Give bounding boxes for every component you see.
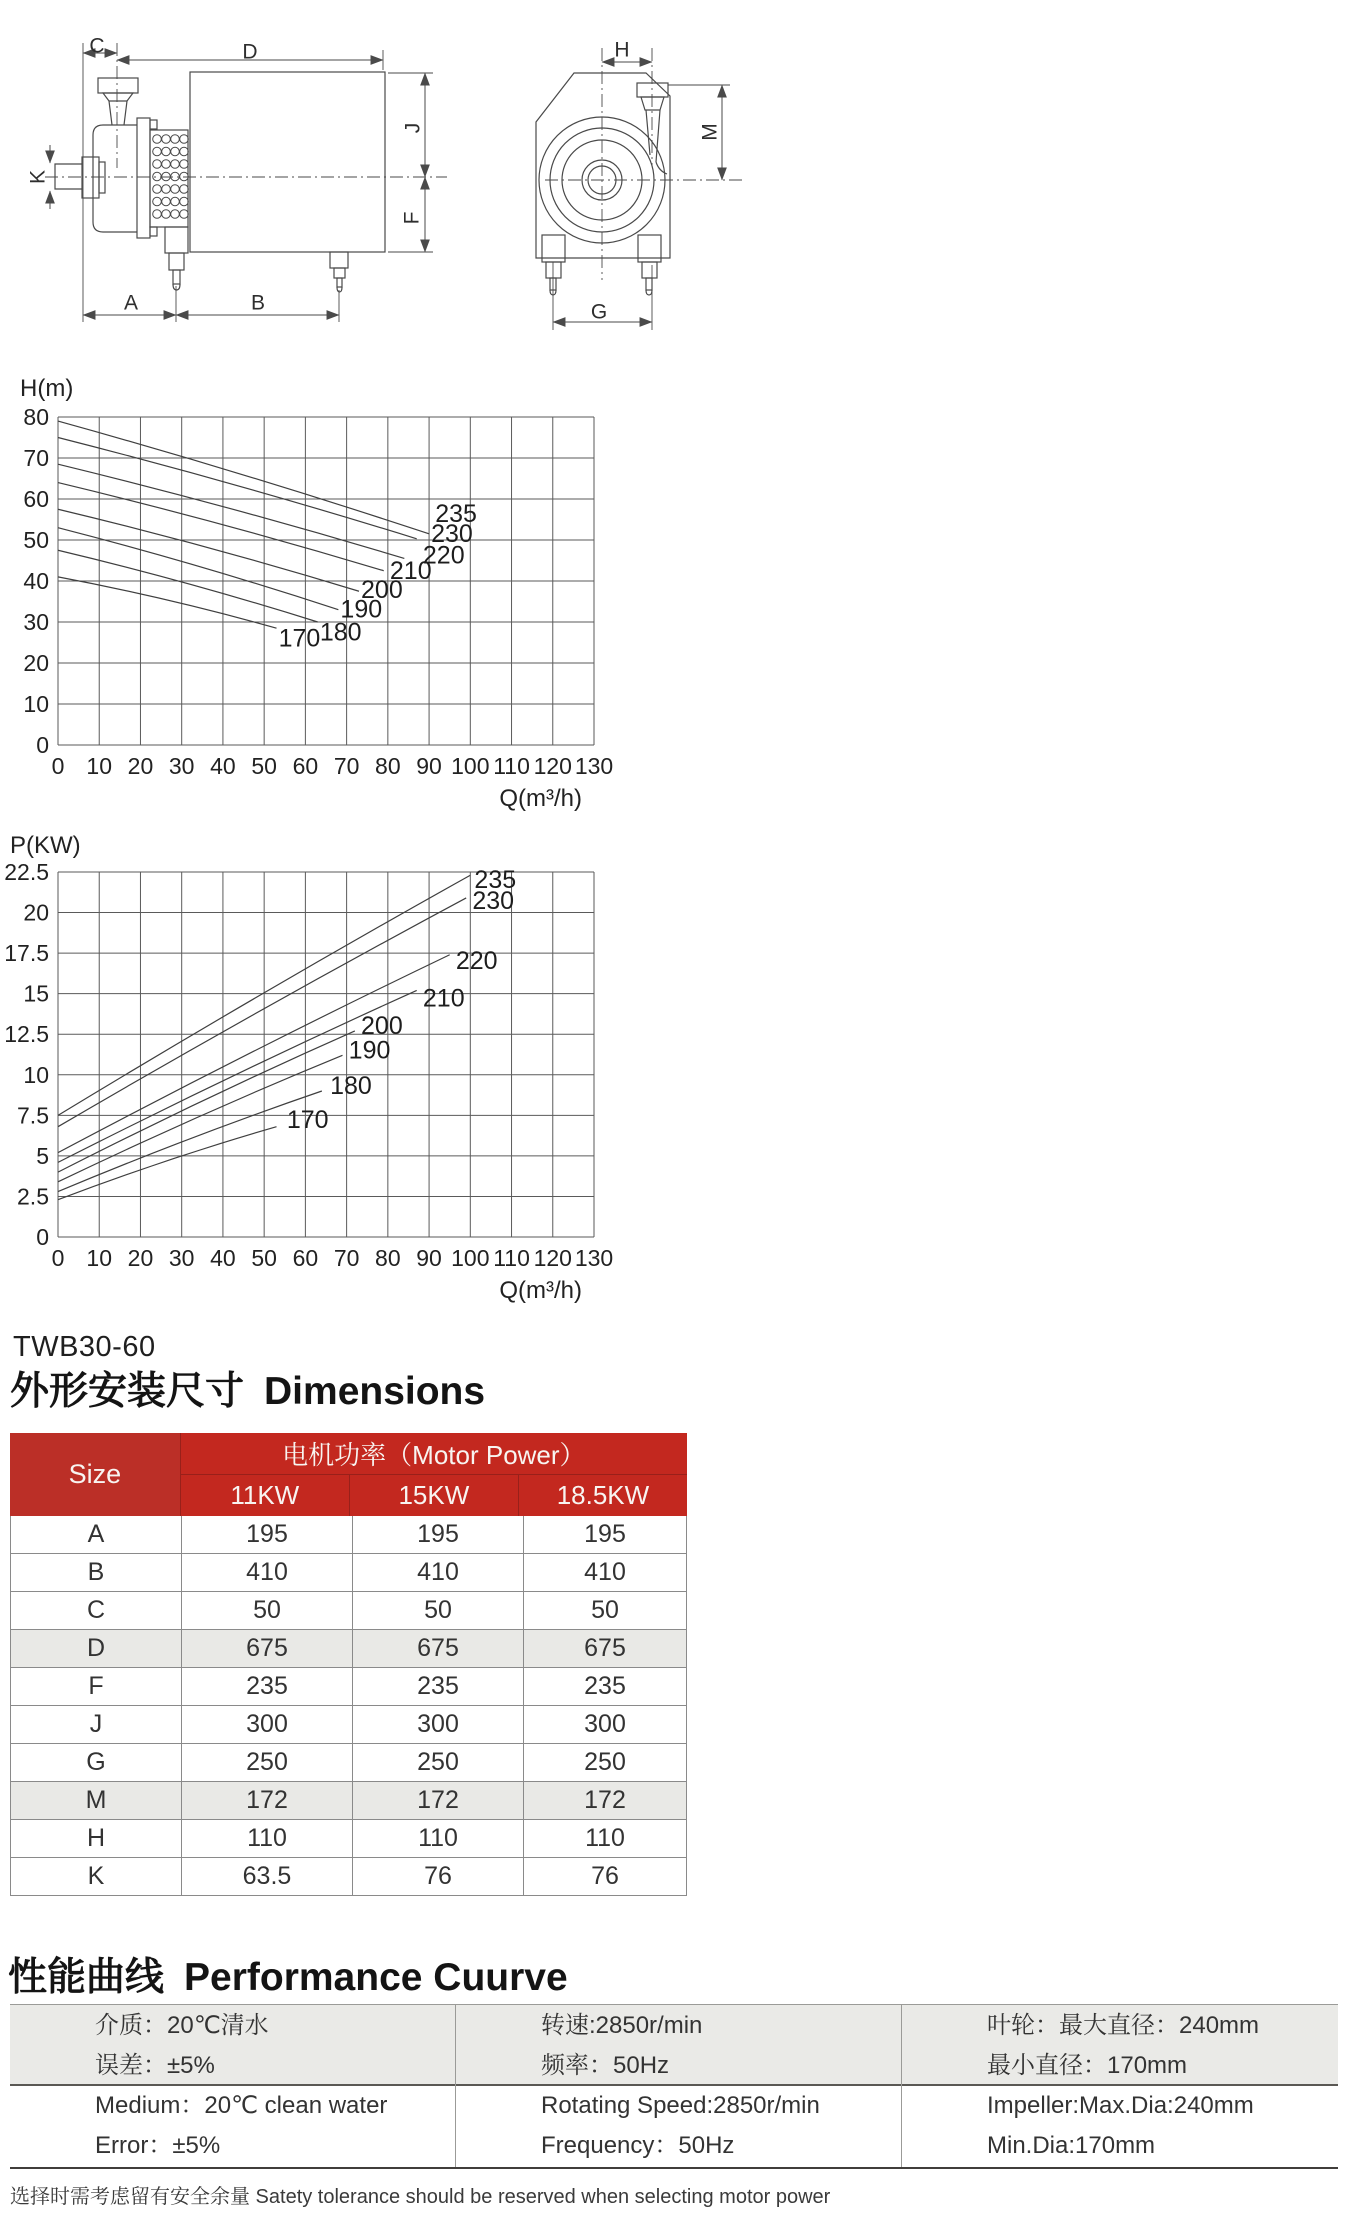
value-cell: 195 <box>182 1516 353 1553</box>
x-tick-label: 70 <box>333 1245 360 1271</box>
curve-label-190: 190 <box>348 1036 391 1065</box>
value-cell: 300 <box>584 1710 626 1738</box>
x-tick-label: 90 <box>416 1245 442 1271</box>
curve-label-200: 200 <box>361 1012 403 1041</box>
dim-label-G: G <box>590 300 608 324</box>
curve-label-170: 170 <box>286 1106 329 1135</box>
curve-label-200: 200 <box>361 576 403 605</box>
value-cell: 76 <box>353 1858 524 1895</box>
head-capacity-chart <box>0 370 660 815</box>
dimension-row-B <box>11 1554 686 1592</box>
value-cell: 300 <box>353 1706 524 1743</box>
x-tick-label: 20 <box>127 753 154 779</box>
y-tick-label: 12.5 <box>4 1021 49 1048</box>
x-tick-label: 80 <box>375 753 401 779</box>
value-cell: 410 <box>182 1554 353 1591</box>
model-code: TWB30-60 <box>13 1331 156 1363</box>
curve-210 <box>58 483 384 571</box>
curve-230 <box>58 438 417 539</box>
value-cell: 50 <box>353 1592 524 1629</box>
dim-label-B: B <box>250 291 266 315</box>
power-column-header: 11KW <box>181 1475 350 1516</box>
value-cell: 172 <box>182 1782 353 1819</box>
spec-line: 介质：20℃清水 <box>95 2012 269 2039</box>
y-tick-label: 20 <box>23 899 49 926</box>
x-axis-title: Q(m³/h) <box>499 785 582 812</box>
x-tick-label: 120 <box>533 1245 572 1271</box>
dim-label-D: D <box>242 40 258 64</box>
dimension-row-G <box>11 1744 686 1782</box>
dimension-row-F <box>11 1668 686 1706</box>
dimension-lines <box>50 53 722 322</box>
x-tick-label: 10 <box>86 1245 113 1271</box>
curve-label-190: 190 <box>340 595 383 624</box>
y-tick-label: 17.5 <box>4 940 49 967</box>
size-cell: J <box>11 1706 182 1743</box>
spec-line: Min.Dia:170mm <box>987 2132 1156 2159</box>
spec-line: Error：±5% <box>95 2132 221 2159</box>
value-cell: 675 <box>182 1630 353 1667</box>
x-tick-label: 40 <box>210 753 236 779</box>
y-tick-label: 5 <box>36 1142 49 1169</box>
value-cell: 195 <box>353 1516 524 1553</box>
spec-line: 误差：±5% <box>95 2052 215 2079</box>
value-cell: 235 <box>182 1668 353 1705</box>
value-cell: 250 <box>353 1744 524 1781</box>
y-tick-label: 80 <box>23 404 49 430</box>
curve-label-210: 210 <box>422 984 465 1013</box>
power-column-header: 15KW <box>350 1475 519 1516</box>
curve-label-210: 210 <box>389 556 432 585</box>
spec-column-impeller <box>901 2005 1338 2167</box>
size-cell: K <box>11 1858 182 1895</box>
dim-label-H: H <box>614 38 630 62</box>
y-tick-label: 15 <box>23 980 49 1007</box>
curve-180 <box>58 550 318 622</box>
spec-line: 最小直径：170mm <box>987 2052 1188 2079</box>
curve-180 <box>58 1091 322 1192</box>
value-cell: 300 <box>182 1706 353 1743</box>
x-tick-label: 80 <box>375 1245 401 1271</box>
dim-label-J: J <box>401 122 425 134</box>
value-cell: 675 <box>584 1634 626 1662</box>
dimension-row-H <box>11 1820 686 1858</box>
x-tick-label: 110 <box>493 753 530 779</box>
x-tick-label: 70 <box>333 753 360 779</box>
y-tick-label: 0 <box>36 1224 49 1250</box>
y-tick-label: 70 <box>23 445 49 471</box>
value-cell: 250 <box>182 1744 353 1781</box>
curve-label-220: 220 <box>422 541 465 570</box>
x-tick-label: 50 <box>251 753 277 779</box>
spec-line: Impeller:Max.Dia:240mm <box>987 2092 1254 2119</box>
value-cell: 172 <box>584 1786 626 1814</box>
dimensions-section-title <box>10 1360 485 1416</box>
value-cell: 110 <box>353 1820 524 1857</box>
x-tick-label: 130 <box>574 1245 614 1271</box>
y-tick-label: 10 <box>23 691 49 717</box>
size-cell: C <box>11 1592 182 1629</box>
value-cell: 76 <box>591 1862 619 1890</box>
dimension-row-A <box>11 1516 686 1554</box>
x-tick-label: 0 <box>51 753 65 779</box>
motor-power-header: 电机功率（Motor Power） <box>181 1433 687 1475</box>
y-axis-title: P(KW) <box>10 832 81 859</box>
x-tick-label: 0 <box>51 1245 65 1271</box>
side-view-fin-holes <box>153 135 189 219</box>
size-cell: A <box>11 1516 182 1553</box>
dimension-row-D <box>11 1630 686 1668</box>
size-cell: G <box>11 1744 182 1781</box>
value-cell: 50 <box>591 1596 619 1624</box>
size-header-cell: Size <box>10 1433 181 1516</box>
dim-label-C: C <box>89 34 105 58</box>
x-tick-label: 100 <box>451 753 490 779</box>
x-tick-label: 100 <box>451 1245 490 1271</box>
power-column-header: 18.5KW <box>556 1480 650 1510</box>
size-cell: F <box>11 1668 182 1705</box>
spec-line: Frequency：50Hz <box>541 2132 735 2159</box>
x-tick-label: 30 <box>168 753 195 779</box>
x-tick-label: 20 <box>127 1245 154 1271</box>
safety-footer-note: 选择时需考虑留有安全余量 Satety tolerance should be reserved when selecting motor power <box>10 2186 831 2208</box>
x-tick-label: 60 <box>292 753 319 779</box>
pump-front-view <box>536 73 670 295</box>
pump-side-view <box>55 72 385 292</box>
dimensions-table-header <box>10 1433 687 1516</box>
dimensions-title-en: Dimensions <box>264 1370 486 1413</box>
value-cell: 110 <box>182 1820 353 1857</box>
value-cell: 50 <box>182 1592 353 1629</box>
value-cell: 410 <box>353 1554 524 1591</box>
curve-label-230: 230 <box>472 887 515 916</box>
size-cell: H <box>11 1820 182 1857</box>
dimensions-table-body <box>10 1516 687 1896</box>
curve-label-235: 235 <box>474 866 517 895</box>
y-tick-label: 20 <box>23 650 49 676</box>
y-tick-label: 40 <box>23 568 49 594</box>
curve-label-220: 220 <box>455 947 498 976</box>
dimension-row-J <box>11 1706 686 1744</box>
dimension-row-K <box>11 1858 686 1896</box>
x-axis-title: Q(m³/h) <box>499 1277 582 1304</box>
performance-title-zh: 性能曲线 <box>8 1956 165 1999</box>
power-capacity-chart <box>0 820 660 1320</box>
curve-220 <box>58 955 450 1153</box>
curve-label-180: 180 <box>319 618 362 647</box>
curve-200 <box>58 1031 355 1172</box>
dimension-row-M <box>11 1782 686 1820</box>
y-axis-title: H(m) <box>20 375 74 402</box>
value-cell: 195 <box>584 1520 626 1548</box>
spec-line: 转速:2850r/min <box>541 2012 703 2039</box>
spec-line: Rotating Speed:2850r/min <box>541 2092 820 2119</box>
chart-series-labels <box>287 866 516 1134</box>
value-cell: 250 <box>584 1748 626 1776</box>
size-cell: M <box>11 1782 182 1819</box>
chart-axis-labels <box>23 404 613 779</box>
dim-label-A: A <box>123 291 139 315</box>
chart-grid <box>58 872 594 1237</box>
y-tick-label: 0 <box>36 732 49 758</box>
x-tick-label: 60 <box>292 1245 319 1271</box>
dim-label-K: K <box>26 169 50 185</box>
x-tick-label: 130 <box>574 753 614 779</box>
y-tick-label: 10 <box>23 1061 49 1088</box>
curve-label-170: 170 <box>278 624 321 653</box>
curve-230 <box>58 898 466 1127</box>
performance-title-en: Performance Cuurve <box>184 1956 568 1999</box>
spec-column-medium <box>10 2005 455 2167</box>
spec-line: 频率：50Hz <box>541 2052 670 2079</box>
spec-column-speed <box>455 2005 902 2167</box>
y-tick-label: 2.5 <box>17 1183 49 1210</box>
dim-label-M: M <box>698 123 722 141</box>
performance-spec-table <box>10 2004 1338 2169</box>
curve-label-180: 180 <box>330 1072 372 1101</box>
x-tick-label: 40 <box>210 1245 236 1271</box>
pump-technical-drawing <box>0 0 770 350</box>
value-cell: 410 <box>584 1558 626 1586</box>
x-tick-label: 120 <box>533 753 572 779</box>
value-cell: 63.5 <box>182 1858 353 1895</box>
spec-line: Medium：20℃ clean water <box>95 2092 388 2119</box>
size-cell: D <box>11 1630 182 1667</box>
curve-label-230: 230 <box>431 519 473 548</box>
motor-power-header-group <box>181 1433 687 1516</box>
dimensions-title-zh: 外形安装尺寸 <box>10 1370 245 1413</box>
x-tick-label: 110 <box>493 1245 530 1271</box>
x-tick-label: 30 <box>168 1245 195 1271</box>
dimensions-table <box>10 1433 687 1896</box>
performance-section-title <box>8 1946 568 2002</box>
y-tick-label: 7.5 <box>17 1102 49 1129</box>
y-tick-label: 60 <box>23 486 49 512</box>
chart-axis-labels <box>4 859 613 1271</box>
x-tick-label: 50 <box>251 1245 277 1271</box>
value-cell: 675 <box>353 1630 524 1667</box>
x-tick-label: 10 <box>86 753 113 779</box>
y-tick-label: 22.5 <box>4 859 49 885</box>
x-tick-label: 90 <box>416 753 442 779</box>
curve-170 <box>58 1127 277 1200</box>
value-cell: 110 <box>585 1824 625 1852</box>
curve-170 <box>58 577 277 628</box>
value-cell: 172 <box>353 1782 524 1819</box>
curve-label-235: 235 <box>435 500 477 529</box>
curve-220 <box>58 464 404 558</box>
value-cell: 235 <box>353 1668 524 1705</box>
size-cell: B <box>11 1554 182 1591</box>
dim-label-F: F <box>400 211 424 225</box>
spec-line: 叶轮：最大直径：240mm <box>987 2012 1260 2039</box>
y-tick-label: 50 <box>23 527 49 553</box>
dimension-row-C <box>11 1592 686 1630</box>
value-cell: 235 <box>584 1672 626 1700</box>
y-tick-label: 30 <box>23 609 49 635</box>
